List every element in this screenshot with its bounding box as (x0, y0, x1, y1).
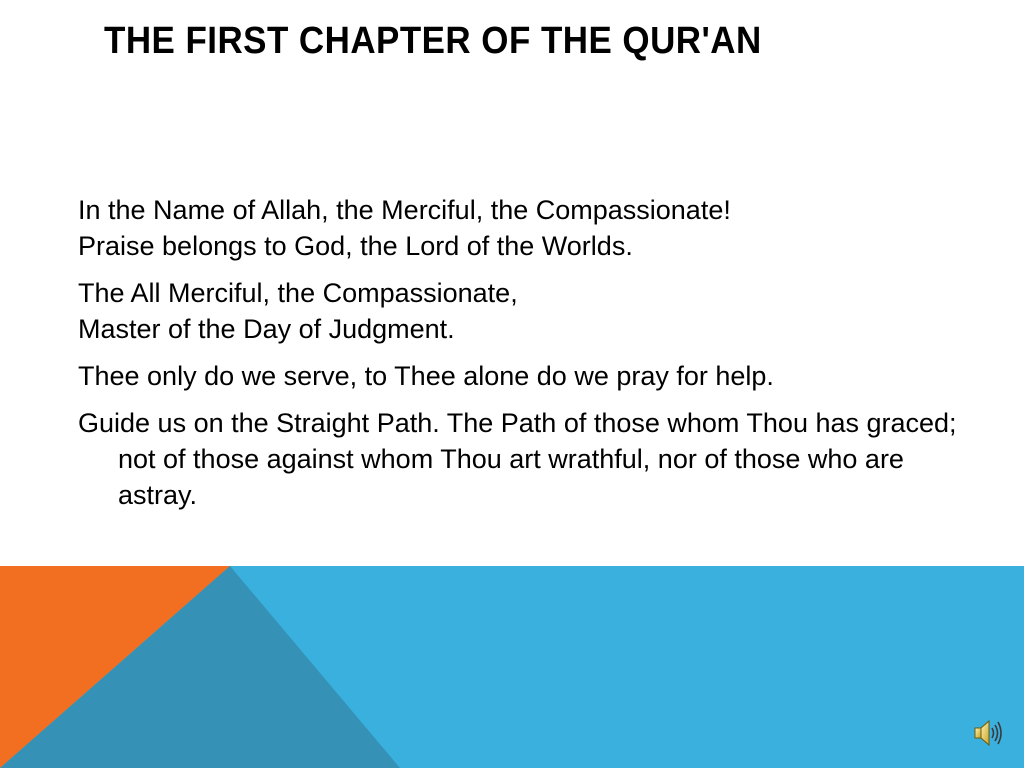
paragraph-3 (78, 358, 958, 394)
text-line: Praise belongs to God, the Lord of the Worlds. (78, 231, 633, 261)
slide-title: THE FIRST CHAPTER OF THE QUR'AN (104, 20, 762, 62)
text-line: Guide us on the Straight Path. The Path of those whom Thou has graced; not of those against whom Thou art wrathful, nor of those who are astray. (78, 408, 957, 510)
text-line: Thee only do we serve, to Thee alone do we pray for help. (78, 361, 774, 391)
text-line: In the Name of Allah, the Merciful, the Compassionate! (78, 195, 731, 225)
paragraph-1 (78, 192, 958, 264)
text-line: Master of the Day of Judgment. (78, 314, 455, 344)
slide-body (78, 192, 958, 524)
decorative-band (0, 566, 1024, 768)
paragraph-2 (78, 275, 958, 347)
speaker-icon[interactable] (972, 716, 1004, 750)
text-line: The All Merciful, the Compassionate, (78, 278, 518, 308)
paragraph-4 (78, 405, 958, 513)
